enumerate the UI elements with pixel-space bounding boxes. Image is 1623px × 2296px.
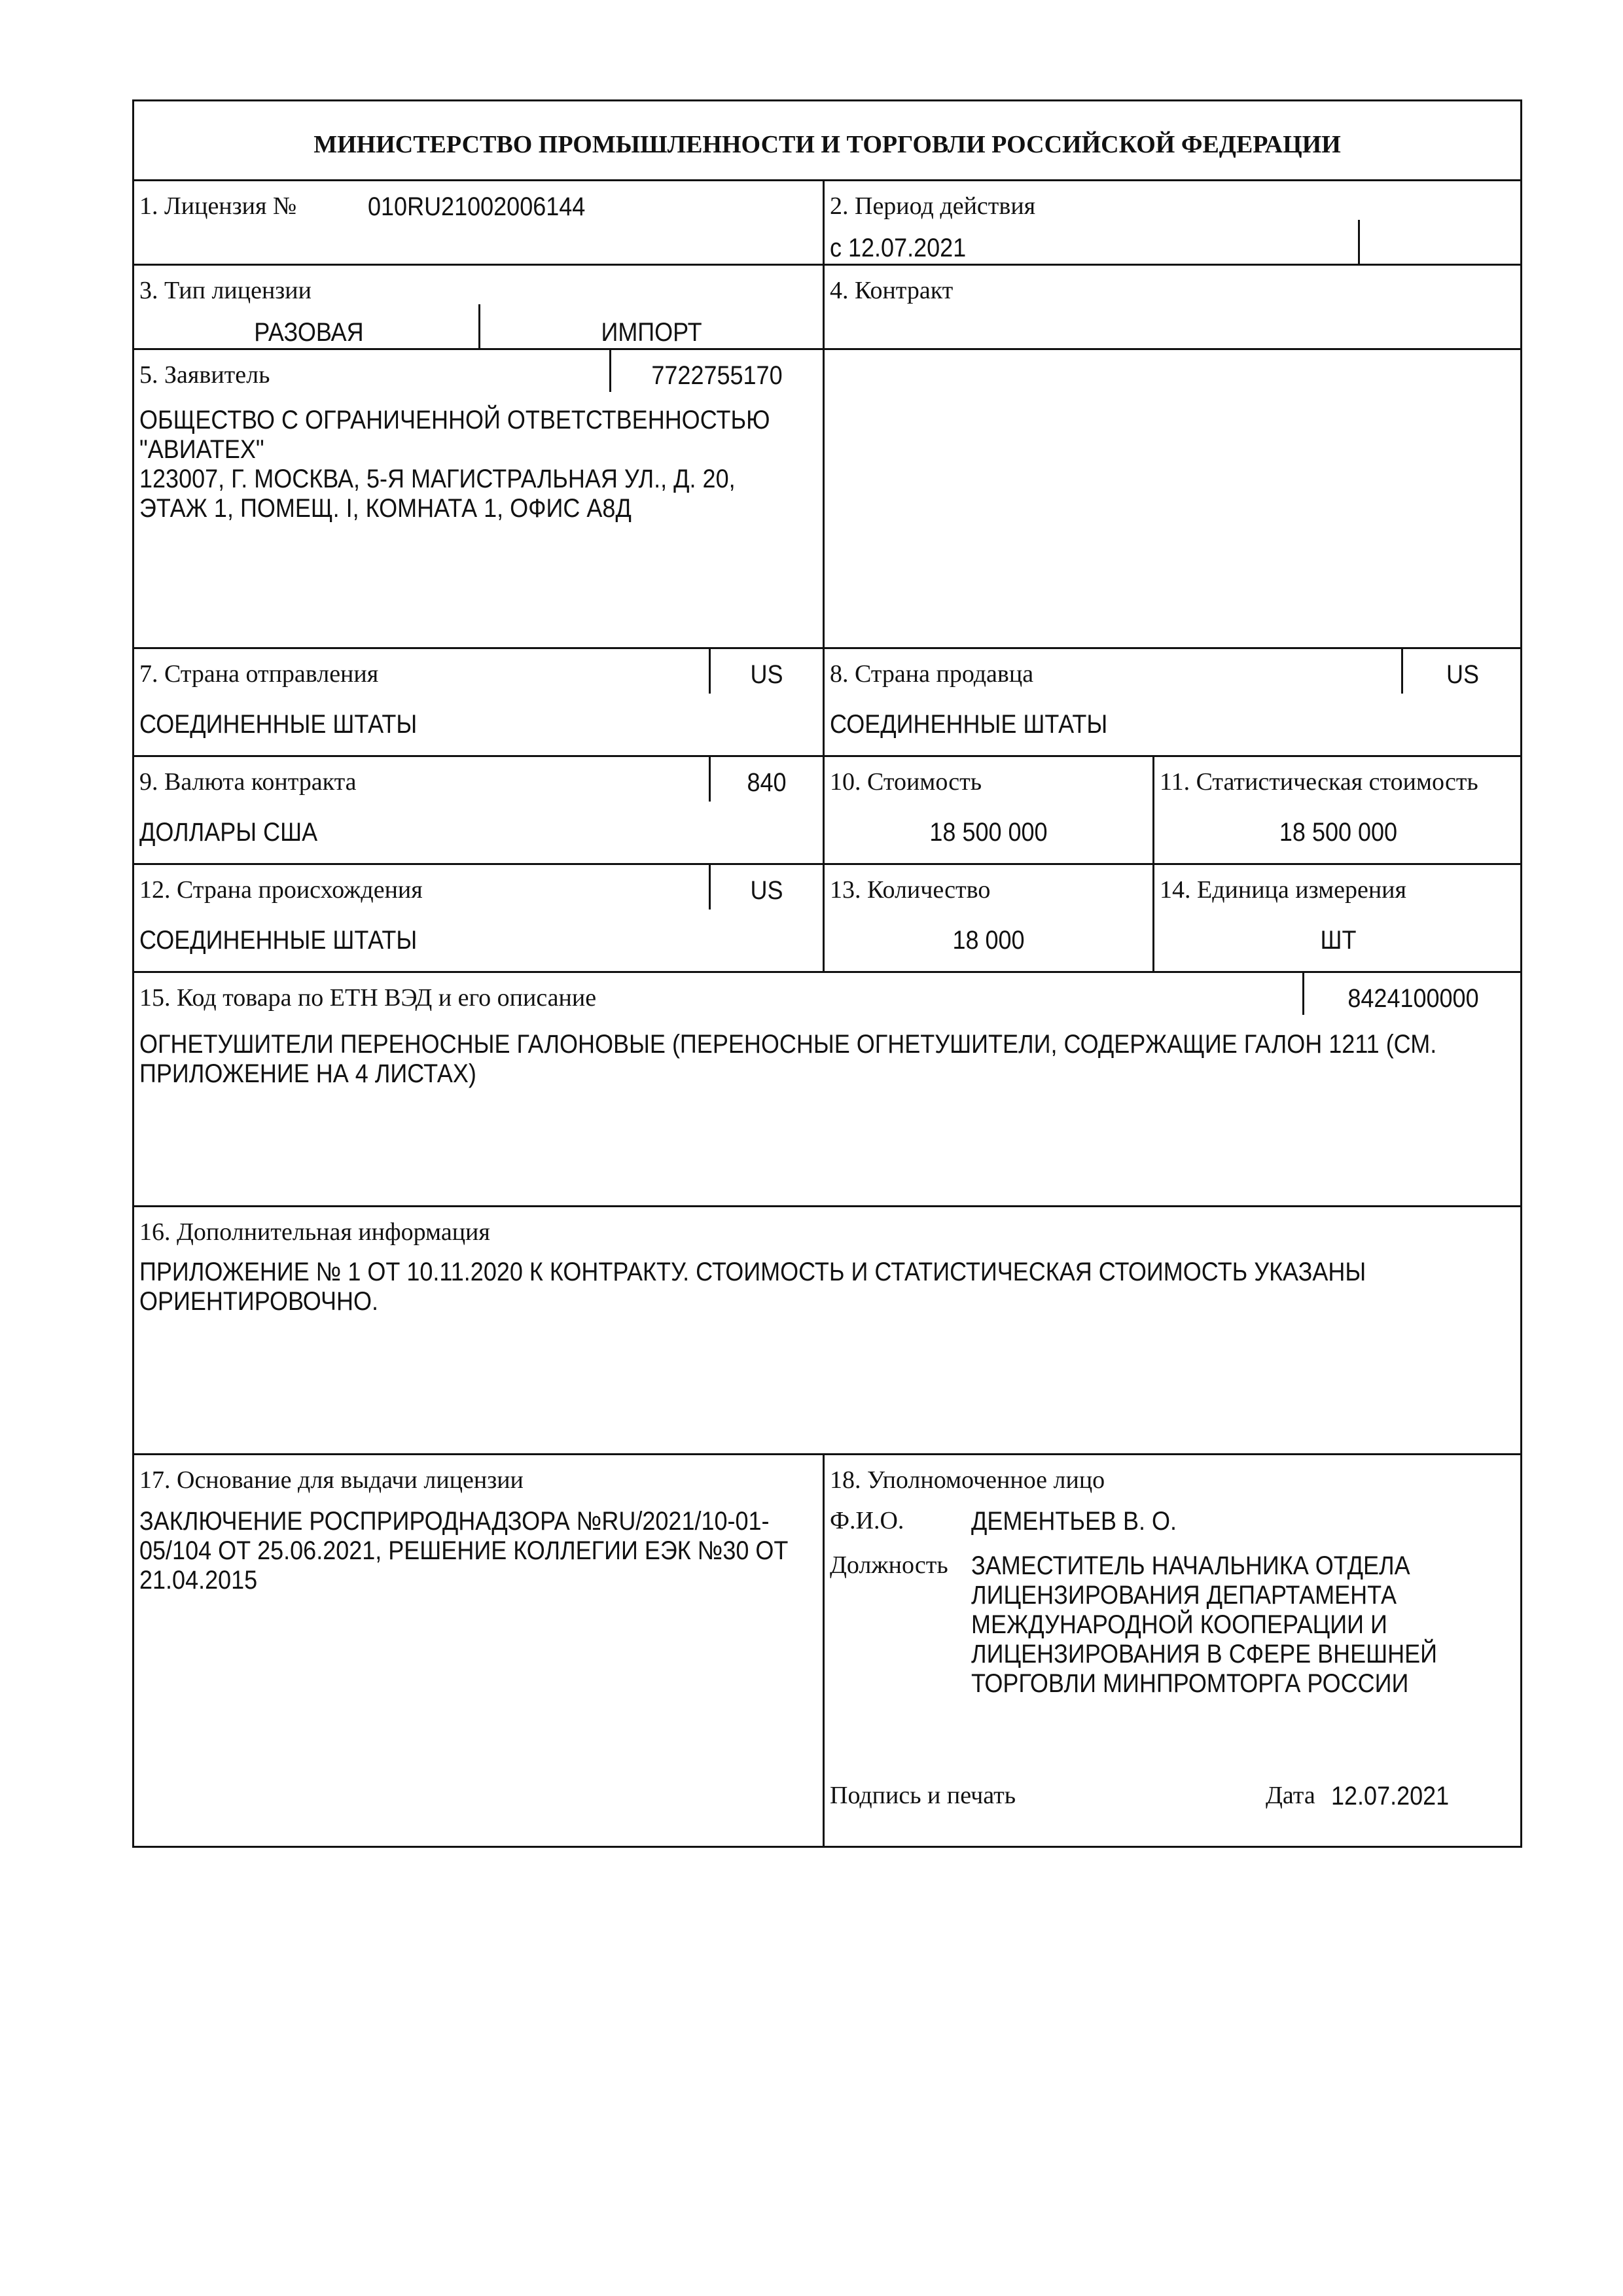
additional-info-label: 16. Дополнительная информация xyxy=(139,1218,490,1246)
position-label: Должность xyxy=(830,1551,948,1579)
commodity-description-line: ПРИЛОЖЕНИЕ НА 4 ЛИСТАХ) xyxy=(139,1059,476,1088)
license-number-label: 1. Лицензия № xyxy=(139,192,297,220)
row-divider xyxy=(132,863,1522,865)
code-subdivider xyxy=(709,863,711,910)
quantity-value: 18 000 xyxy=(952,926,1025,955)
full-name-value: ДЕМЕНТЬЕВ В. О. xyxy=(971,1507,1177,1536)
code-subdivider xyxy=(1302,971,1304,1015)
code-subdivider xyxy=(709,647,711,694)
row-divider xyxy=(132,1453,1522,1455)
row-divider xyxy=(132,1205,1522,1207)
row-divider xyxy=(132,179,1522,181)
contract-label: 4. Контракт xyxy=(830,277,954,304)
validity-period-value: с 12.07.2021 xyxy=(830,234,967,262)
departure-country-label: 7. Страна отправления xyxy=(139,660,379,688)
license-type-label: 3. Тип лицензии xyxy=(139,277,312,304)
commodity-description xyxy=(139,1030,1512,1089)
departure-country-value: СОЕДИНЕННЫЕ ШТАТЫ xyxy=(139,710,418,739)
issuance-basis-text xyxy=(139,1507,846,1595)
additional-info-line: ПРИЛОЖЕНИЕ № 1 ОТ 10.11.2020 К КОНТРАКТУ. СТОИМОСТЬ И СТАТИСТИЧЕСКАЯ СТОИМОСТЬ УКАЗАНЫ xyxy=(139,1258,1366,1286)
code-subdivider xyxy=(1401,647,1403,694)
applicant-label: 5. Заявитель xyxy=(139,361,270,389)
commodity-code-label: 15. Код товара по ЕТН ВЭД и его описание xyxy=(139,984,597,1012)
currency-value: ДОЛЛАРЫ США xyxy=(139,818,318,847)
column-divider xyxy=(1152,755,1154,971)
inn-subdivider xyxy=(609,348,611,392)
position-line: МЕЖДУНАРОДНОЙ КООПЕРАЦИИ И xyxy=(971,1610,1387,1639)
issuance-basis-label: 17. Основание для выдачи лицензии xyxy=(139,1466,524,1494)
statistical-cost-label: 11. Статистическая стоимость xyxy=(1160,768,1478,796)
position-line: ЗАМЕСТИТЕЛЬ НАЧАЛЬНИКА ОТДЕЛА xyxy=(971,1551,1410,1580)
seller-country-label: 8. Страна продавца xyxy=(830,660,1034,688)
seller-country-value: СОЕДИНЕННЫЕ ШТАТЫ xyxy=(830,710,1108,739)
row-divider xyxy=(132,348,1522,350)
page-title: МИНИСТЕРСТВО ПРОМЫШЛЕННОСТИ И ТОРГОВЛИ РОССИЙСКОЙ ФЕДЕРАЦИИ xyxy=(313,131,1341,158)
statistical-cost-value: 18 500 000 xyxy=(1279,818,1398,847)
authorized-person-label: 18. Уполномоченное лицо xyxy=(830,1466,1105,1494)
signature-label: Подпись и печать xyxy=(830,1782,1016,1809)
period-subdivider xyxy=(1358,220,1360,264)
applicant-line: ОБЩЕСТВО С ОГРАНИЧЕННОЙ ОТВЕТСТВЕННОСТЬЮ xyxy=(139,406,770,434)
unit-value: ШТ xyxy=(1320,926,1357,955)
origin-country-label: 12. Страна происхождения xyxy=(139,876,423,904)
currency-code: 840 xyxy=(747,768,787,797)
issuance-basis-line: 05/104 ОТ 25.06.2021, РЕШЕНИЕ КОЛЛЕГИИ ЕЭК №30 ОТ xyxy=(139,1536,789,1565)
type-subdivider xyxy=(478,304,480,348)
license-type-value-2: ИМПОРТ xyxy=(601,318,702,347)
cost-value: 18 500 000 xyxy=(929,818,1048,847)
position-value xyxy=(971,1551,1501,1699)
date-label: Дата xyxy=(1266,1782,1315,1809)
commodity-description-line: ОГНЕТУШИТЕЛИ ПЕРЕНОСНЫЕ ГАЛОНОВЫЕ (ПЕРЕНОСНЫЕ ОГНЕТУШИТЕЛИ, СОДЕРЖАЩИЕ ГАЛОН 1211 (СМ. xyxy=(139,1030,1437,1059)
applicant-line: ЭТАЖ 1, ПОМЕЩ. I, КОМНАТА 1, ОФИС А8Д xyxy=(139,494,632,523)
additional-info-text xyxy=(139,1258,1512,1316)
full-name-label: Ф.И.О. xyxy=(830,1507,904,1534)
row-divider xyxy=(132,971,1522,973)
seller-country-code: US xyxy=(1446,660,1480,689)
license-type-value-1: РАЗОВАЯ xyxy=(254,318,364,347)
code-subdivider xyxy=(709,755,711,802)
position-line: ЛИЦЕНЗИРОВАНИЯ В СФЕРЕ ВНЕШНЕЙ xyxy=(971,1640,1438,1669)
commodity-code-value: 8424100000 xyxy=(1347,984,1479,1013)
origin-country-code: US xyxy=(750,876,783,905)
position-line: ЛИЦЕНЗИРОВАНИЯ ДЕПАРТАМЕНТА xyxy=(971,1581,1397,1610)
applicant-line: 123007, Г. МОСКВА, 5-Я МАГИСТРАЛЬНАЯ УЛ., Д. 20, xyxy=(139,465,736,493)
license-number-value: 010RU21002006144 xyxy=(368,192,586,221)
applicant-details xyxy=(139,406,846,523)
cost-label: 10. Стоимость xyxy=(830,768,982,796)
applicant-inn: 7722755170 xyxy=(651,361,783,390)
departure-country-code: US xyxy=(750,660,783,689)
row-divider xyxy=(132,755,1522,757)
additional-info-line: ОРИЕНТИРОВОЧНО. xyxy=(139,1287,379,1316)
currency-label: 9. Валюта контракта xyxy=(139,768,357,796)
issuance-basis-line: 21.04.2015 xyxy=(139,1566,258,1595)
position-line: ТОРГОВЛИ МИНПРОМТОРГА РОССИИ xyxy=(971,1669,1409,1698)
unit-label: 14. Единица измерения xyxy=(1160,876,1406,904)
applicant-line: "АВИАТЕХ" xyxy=(139,435,264,464)
quantity-label: 13. Количество xyxy=(830,876,991,904)
row-divider xyxy=(132,647,1522,649)
row-divider xyxy=(132,264,1522,266)
issuance-basis-line: ЗАКЛЮЧЕНИЕ РОСПРИРОДНАДЗОРА №RU/2021/10-01- xyxy=(139,1507,770,1536)
column-divider xyxy=(823,179,825,971)
origin-country-value: СОЕДИНЕННЫЕ ШТАТЫ xyxy=(139,926,418,955)
validity-period-label: 2. Период действия xyxy=(830,192,1036,220)
date-value: 12.07.2021 xyxy=(1331,1782,1450,1810)
